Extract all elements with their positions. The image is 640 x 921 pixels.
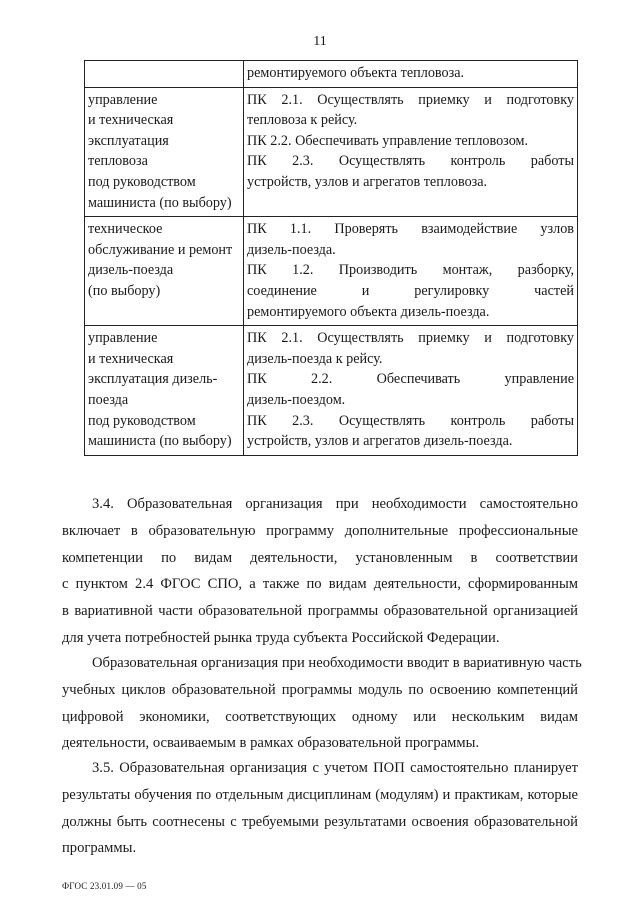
paragraph-3-4 [62, 491, 578, 652]
activity-line: машиниста (по выбору) [88, 194, 232, 211]
page-number: 11 [313, 34, 327, 49]
paragraph-line: результаты обучения по отдельным дисциплинам (модулям) и практикам, которые [62, 786, 578, 803]
competency-line: ремонтируемого объекта дизель-поезда. [247, 303, 490, 320]
activity-line: техническое [88, 221, 163, 238]
paragraph-line: включает в образовательную программу дополнительные профессиональные [62, 522, 578, 539]
activity-line: (по выбору) [88, 282, 161, 299]
activity-line: поезда [88, 391, 129, 408]
competency-cell [244, 87, 578, 217]
paragraph-line: для учета потребностей рынка труда субъекта Российской Федерации. [62, 629, 500, 646]
competency-line: ПК 2.1. Осуществлять приемку и подготовку [247, 91, 574, 108]
paragraph-line: 3.5. Образовательная организация с учетом ПОП самостоятельно планирует [92, 760, 578, 776]
competency-line: дизель-поезда. [247, 241, 336, 258]
paragraph-line: программы. [62, 840, 137, 857]
competency-cell [244, 326, 578, 456]
paragraph-line: в вариативной части образовательной программы образовательной организацией [62, 603, 578, 620]
table-body [85, 61, 578, 456]
activity-cell [85, 326, 244, 456]
table-row [85, 217, 578, 326]
paragraph-line: цифровой экономики, соответствующих одному или нескольким видам [62, 708, 578, 725]
paragraph-line: деятельности, осваиваемым в рамках образовательной программы. [62, 735, 480, 752]
competency-cell [244, 61, 578, 88]
paragraph-digital-economy [62, 650, 582, 757]
competency-line: ремонтируемого объекта тепловоза. [247, 65, 465, 81]
competency-line: ПК 2.2. Обеспечивать управление [247, 371, 574, 388]
activity-line: машиниста (по выбору) [88, 433, 232, 450]
competency-line: ПК 2.3. Осуществлять контроль работы [247, 412, 574, 429]
activity-line: под руководством [88, 412, 196, 429]
activity-line: дизель-поезда [88, 262, 174, 279]
footer-code: ФГОС 23.01.09 — 05 [62, 881, 147, 891]
paragraph-line: учебных циклов образовательной программы модуль по освоению компетенций [62, 681, 578, 698]
activity-line: и техническая [88, 350, 174, 367]
competency-line: ПК 1.1. Проверять взаимодействие узлов [247, 221, 574, 238]
activity-line: тепловоза [88, 153, 148, 170]
competency-line: дизель-поезда к рейсу. [247, 350, 383, 367]
activity-line: обслуживание и ремонт [88, 241, 233, 258]
competency-cell [244, 217, 578, 326]
activity-line: эксплуатация дизель- [88, 371, 218, 388]
paragraph-line: 3.4. Образовательная организация при необходимости самостоятельно [92, 496, 578, 512]
competency-line: ПК 2.1. Осуществлять приемку и подготовку [247, 330, 574, 347]
activity-cell [85, 217, 244, 326]
competency-line: ПК 2.3. Осуществлять контроль работы [247, 153, 574, 170]
activity-line: под руководством [88, 173, 196, 190]
paragraph-3-5 [62, 755, 578, 862]
competency-line: устройств, узлов и агрегатов тепловоза. [247, 173, 488, 190]
paragraph-line: должны быть соотнесены с требуемыми результатами освоения образовательной [62, 813, 578, 830]
activity-line: управление [88, 91, 158, 108]
table-row [85, 61, 578, 88]
paragraph-line: компетенции по видам деятельности, установленным в соответствии [62, 549, 578, 566]
competency-line: дизель-поездом. [247, 391, 346, 408]
table-row [85, 326, 578, 456]
table-row [85, 87, 578, 217]
competency-line: соединение и регулировку частей [247, 282, 574, 299]
activity-line: управление [88, 330, 158, 347]
activity-cell [85, 61, 244, 88]
competency-line: ПК 2.2. Обеспечивать управление тепловозом. [247, 132, 529, 149]
activity-line: и техническая [88, 112, 174, 129]
paragraph-line: с пунктом 2.4 ФГОС СПО, а также по видам деятельности, сформированным [62, 576, 578, 593]
competency-line: ПК 1.2. Производить монтаж, разборку, [247, 262, 574, 279]
paragraph-line: Образовательная организация при необходимости вводит в вариативную часть [92, 655, 582, 671]
competencies-table [84, 60, 578, 456]
competency-line: устройств, узлов и агрегатов дизель-поезда. [247, 433, 513, 450]
competency-line: тепловоза к рейсу. [247, 112, 358, 129]
activity-cell [85, 87, 244, 217]
activity-line: эксплуатация [88, 132, 169, 149]
